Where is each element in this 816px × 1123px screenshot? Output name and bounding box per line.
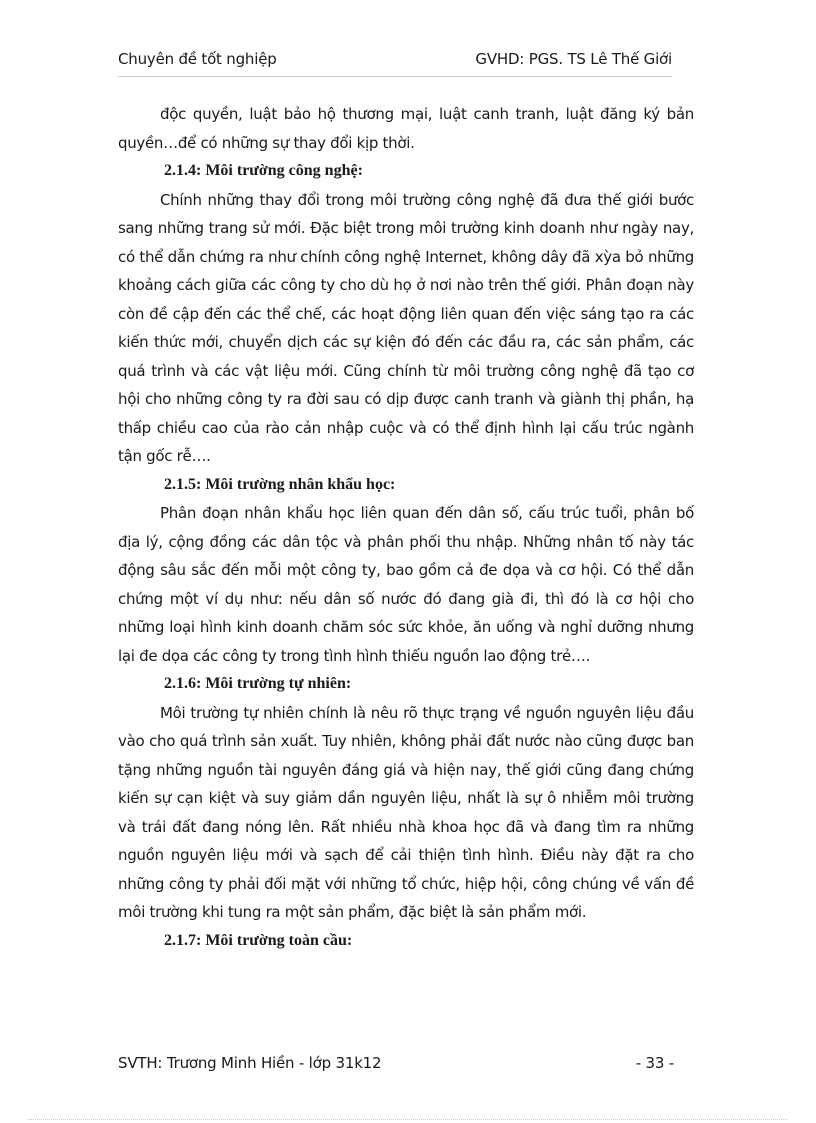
page-body <box>118 100 694 955</box>
heading-2-1-7: 2.1.7: Môi trường toàn cầu: <box>164 931 353 949</box>
heading-2-1-6: 2.1.6: Môi trường tự nhiên: <box>164 675 352 692</box>
page-bottom-border <box>28 1119 788 1120</box>
page-footer <box>118 1054 674 1078</box>
header-divider <box>118 76 672 77</box>
heading-2-1-5: 2.1.5: Môi trường nhân khẩu học: <box>164 475 396 493</box>
paragraph-natural-environment: Môi trường tự nhiên chính là nêu rõ thực trạng về nguồn nguyên liệu đầu vào cho quá trình sản xuất. Tuy nhiên, không phải đất nước nào cũng được ban tặng những nguồn tài nguyên đáng giá và hiện nay, thế giới cũng đang chứng kiến sự cạn kiệt và suy giảm dần nguyên liệu, nhất là sự ô nhiễm môi trường và trái đất đang nóng lên. Rất nhiều nhà khoa học đã và đang tìm ra những nguồn nguyên liệu mới và sạch để cải thiện tình hình. Điều này đặt ra cho những công ty phải đối mặt với những tổ chức, hiệp hội, công chúng về vấn đề môi trường khi tung ra một sản phẩm, đặc biệt là sản phẩm mới. <box>118 703 694 921</box>
heading-2-1-4: 2.1.4: Môi trường công nghệ: <box>164 162 363 179</box>
paragraph-technology: Chính những thay đổi trong môi trường công nghệ đã đưa thế giới bước sang những trang sử mới. Đặc biệt trong môi trường kinh doanh như ngày nay, có thể dẫn chứng ra như chính công nghệ Internet, không dây đã xỳa bỏ những khoảng cách giữa các công ty cho dù họ ở nơi nào trên thế giới. Phân đoạn này còn đề cập đến các thể chế, các hoạt động liên quan đến việc sáng tạo ra các kiến thức mới, chuyển dịch các sự kiện đó đến các đầu ra, các sản phẩm, các quá trình và các vật liệu mới. Cũng chính từ môi trường công nghệ đã tạo cơ hội cho những công ty ra đời sau có dịp được canh tranh và giành thị phần, hạ thấp chiều cao của rào cản nhập cuộc và có thể định hình lại cấu trúc ngành tận gốc rễ…. <box>118 190 694 465</box>
footer-student: SVTH: Trương Minh Hiền - lớp 31k12 <box>118 1054 382 1072</box>
header-document-title: Chuyên đề tốt nghiệp <box>118 50 277 68</box>
page-header <box>118 50 672 74</box>
page-number: - 33 - <box>635 1054 674 1072</box>
header-advisor: GVHD: PGS. TS Lê Thế Giới <box>475 50 672 68</box>
paragraph-demographics: Phân đoạn nhân khẩu học liên quan đến dân số, cấu trúc tuổi, phân bố địa lý, cộng đồng các dân tộc và phân phối thu nhập. Những nhân tố này tác động sâu sắc đến mỗi một công ty, bao gồm cả đe dọa và cơ hội. Có thể dẫn chứng một ví dụ như: nếu dân số nước đó đang già đi, thì đó là cơ hội cho những loại hình kinh doanh chăm sóc sức khỏe, ăn uống và nghỉ dưỡng nhưng lại đe dọa các công ty trong tình hình thiếu nguồn lao động trẻ…. <box>118 504 694 665</box>
paragraph-intro: độc quyền, luật bảo hộ thương mại, luật canh tranh, luật đăng ký bản quyền…để có những sự thay đổi kịp thời. <box>118 105 694 152</box>
